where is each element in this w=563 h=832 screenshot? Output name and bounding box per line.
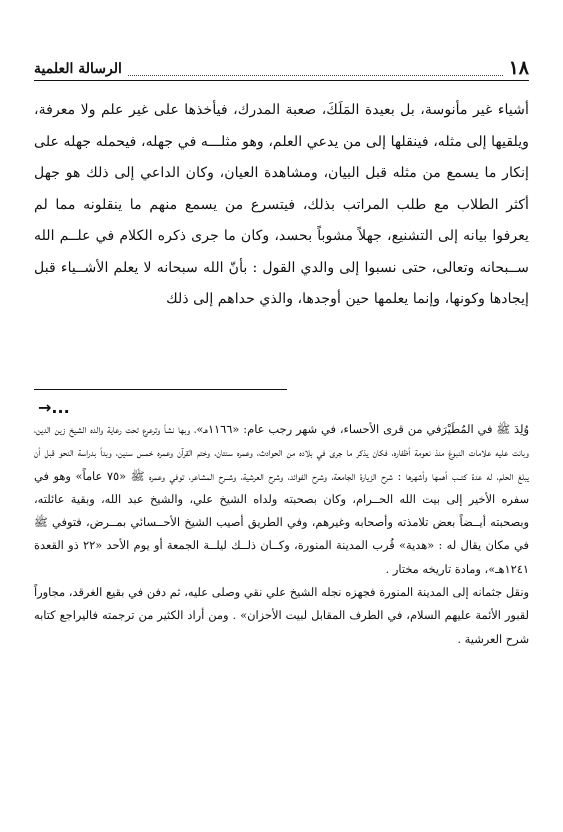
page-number: ١٨ bbox=[508, 57, 529, 79]
header-leader-dots bbox=[128, 75, 503, 76]
running-title: الرسالة العلمية bbox=[34, 61, 122, 77]
main-body-text bbox=[34, 95, 529, 316]
footnotes-section bbox=[34, 418, 529, 651]
footnote-paragraph-2: ونقل جثمانه إلى المدينة المنورة فجهزه نجله الشيخ علي نقي وصلى عليه، ثم دفن في بقيع الغرقد، مجاوراً لقبور الأئمة عليهم السلام، في الطرف المقابل لبيت الأحزان» . ومن أراد الكثير من ترجمته فاليراجع كتابه شرح العرشية . bbox=[34, 585, 529, 646]
footnote-separator bbox=[34, 389, 287, 390]
main-paragraph: أشياء غير مأنوسة، بل بعيدة المَلَكَ، صعبة المدرك، فيأخذها على غير علم ولا معرفة، ويلقيها إلى مثله، فينقلها إلى من يدعي العلم، وهو مثلـــه في جهله، فيحمله جهله على إنكار ما يسمع من مثله قبل البيان، ومشاهدة العيان، وكان الداعي إلى ذلك هو جهل أكثر الطلاب مع طلب المراتب بذلك، فيتسرع من يسمع منهم ما ينقلونه مما لم يعرفوا بيانه إلى التشنيع، جهلاً مشوباً بحسد، وكان ما جرى ذكره الكلام في علــم الله ســبحانه وتعالى، حتى نسبوا إلى والدي القول : بأنّ الله سبحانه لا يعلم الأشــياء قبل إيجادها وكونها، وإنما يعلمها حين أوجدها، والذي حداهم إلى ذلك bbox=[34, 102, 529, 307]
continuation-arrow-icon: →... bbox=[38, 398, 70, 417]
page-header bbox=[34, 58, 529, 81]
footnote-paragraph-1: وُلِدَ ﷺ في المُطَيْرَفي من قرى الأحساء، في شهر رجب عام: «١١٦٦هـ»، وبها نشأ وترعرع تحت رعاية والده الشيخ زين الدين، وبانت عليه علامات النبوغ منذ نعومة أظفاره، فكان يذكر ما جرى في بلاده من الحوادث، وعمره سنتان، وختم القرآن وعمره خمس سنين، وبدأ بدراسة النحو قبل أن يبلغ الحلم، له عدة كتــب أهمها وأشهرها : شرح الزيارة الجامعة، وشرح الفوائد، وشرح العرشية، وشــرح المشاعر، توفي وعمره ﷺ «٧٥ عاماً» وهو في سفره الأخير إلى بيت الله الحــرام، وكان بصحبته ولداه الشيخ علي، والشيخ عبد الله، وبقية عائلته، وبصحبته أيــضاً بعض تلامذته وأصحابه وغيرهم، وفي الطريق أصيب الشيخ الأحــسائي بمــرض، فتوفي ﷺ في مكان يقال له : «هدية» قُرب المدينة المنورة، وكــان ذلــك ليلــة الجمعة أو يوم الأحد «٢٢ ذو القعدة ١٢٤١هـ»، ومادة تاريخه مختار . bbox=[34, 422, 529, 576]
